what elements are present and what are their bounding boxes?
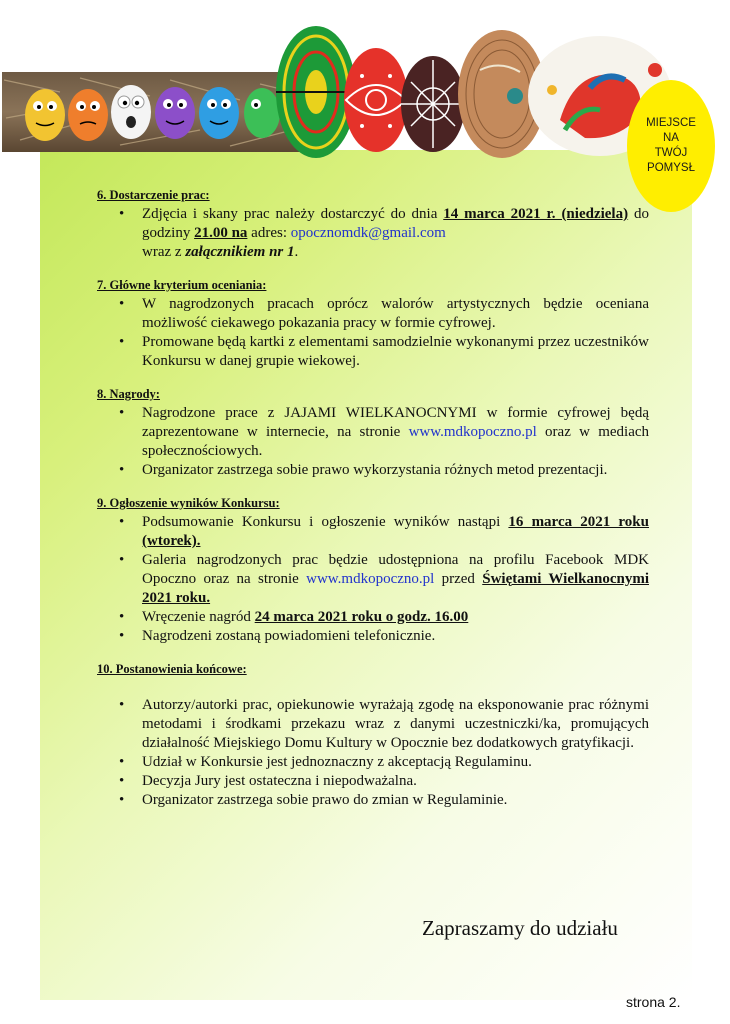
smiley-egg-yellow [25, 89, 65, 141]
website-link[interactable]: www.mdkopoczno.pl [306, 571, 435, 587]
list-item: • Nagrodzeni zostaną powiadomieni telefonicznie. [97, 627, 649, 646]
section-title: 8. Nagrody: [97, 387, 160, 401]
text: . [294, 244, 299, 260]
badge-line-1: MIEJSCE [646, 117, 696, 129]
list-item: • Udział w Konkursie jest jednoznaczny z akceptacją Regulaminu. [97, 753, 649, 772]
section-title: 10. Postanowienia końcowe: [97, 662, 247, 676]
deadline-date: 14 marca 2021 r. (niedziela) [443, 206, 629, 222]
list-item: • W nagrodzonych pracach oprócz walorów artystycznych będzie oceniana możliwość ciekawego pokazania pracy w formie cyfrowej. [97, 295, 649, 333]
list-item [97, 404, 649, 461]
deadline-time: 21.00 na [194, 225, 248, 241]
easter-eggs-banner [0, 0, 730, 170]
text: Zdjęcia i skany prac należy dostarczyć do dnia [142, 206, 444, 222]
award-date: 24 marca 2021 roku o godz. 16.00 [254, 609, 469, 625]
list-item [97, 513, 649, 551]
decorated-egg-brown [401, 56, 465, 152]
list-item: • Promowane będą kartki z elementami samodzielnie wykonanymi przez uczestników Konkursu w danej grupie wiekowej. [97, 333, 649, 371]
text: Galeria nagrodzonych prac będzie udostępniona na profilu Facebook MDK Opoczno oraz na stronie [142, 552, 649, 587]
section-10 [97, 661, 649, 810]
badge-line-2: NA [663, 132, 679, 144]
section-title: 9. Ogłoszenie wyników Konkursu: [97, 496, 280, 510]
text: przed [434, 571, 483, 587]
section-8 [97, 386, 649, 480]
text: adres: [247, 225, 291, 241]
text: do godziny [142, 206, 649, 241]
website-link[interactable]: www.mdkopoczno.pl [408, 424, 537, 440]
text: oraz w mediach społecznościowych. [142, 424, 650, 459]
holiday-text: Świętami Wielkanocnymi 2021 roku. [142, 571, 649, 606]
decorated-egg-green [276, 26, 356, 158]
list-item: • Autorzy/autorki prac, opiekunowie wyrażają zgodę na eksponowanie prac różnymi metodami i środkami przekazu wraz z danymi uczestniczki/ka, promujących działalność Miejskiego Domu Kultury w Opocznie bez dodatkowych gratyfikacji. [97, 696, 649, 753]
email-link[interactable]: opocznomdk@gmail.com [290, 225, 446, 241]
text: Nagrodzone prace z JAJAMI WIELKANOCNYMI w formie cyfrowej będą zaprezentowane w internecie, na stronie [142, 405, 649, 440]
list-item [97, 205, 649, 243]
text: Wręczenie nagród [142, 609, 255, 625]
list-item [97, 608, 649, 627]
section-list [97, 295, 649, 371]
text: Podsumowanie Konkursu i ogłoszenie wyników nastąpi [142, 514, 509, 530]
page-number: strona 2. [626, 994, 681, 1010]
section-title: 7. Główne kryterium oceniania: [97, 278, 267, 292]
list-item: • Organizator zastrzega sobie prawo wykorzystania różnych metod prezentacji. [97, 461, 649, 480]
smiley-egg-green [244, 88, 280, 138]
section-list [97, 205, 649, 243]
section-6 [97, 187, 649, 262]
smiley-egg-purple [155, 87, 195, 139]
text: wraz z [142, 244, 186, 260]
regulations-content [97, 187, 649, 810]
section-list [97, 513, 649, 646]
badge-line-3: TWÓJ [654, 147, 688, 159]
list-item [97, 551, 649, 608]
section-title: 6. Dostarczenie prac: [97, 188, 210, 202]
smiley-egg-white [111, 85, 151, 139]
section-7 [97, 277, 649, 371]
smiley-egg-blue [199, 87, 239, 139]
section-9 [97, 495, 649, 646]
smiley-egg-orange [68, 89, 108, 141]
results-date: 16 marca 2021 roku (wtorek). [142, 514, 649, 549]
list-item-continuation [97, 243, 649, 262]
closing-invitation: Zapraszamy do udziału [422, 916, 618, 940]
list-item: • Decyzja Jury jest ostateczna i niepodważalna. [97, 772, 649, 791]
list-item: • Organizator zastrzega sobie prawo do zmian w Regulaminie. [97, 791, 649, 810]
attachment-ref: załącznikiem nr 1 [185, 244, 295, 260]
section-list [97, 696, 649, 810]
badge-line-4: POMYSŁ [647, 162, 695, 174]
decorated-egg-red [344, 48, 408, 152]
section-list [97, 404, 649, 480]
